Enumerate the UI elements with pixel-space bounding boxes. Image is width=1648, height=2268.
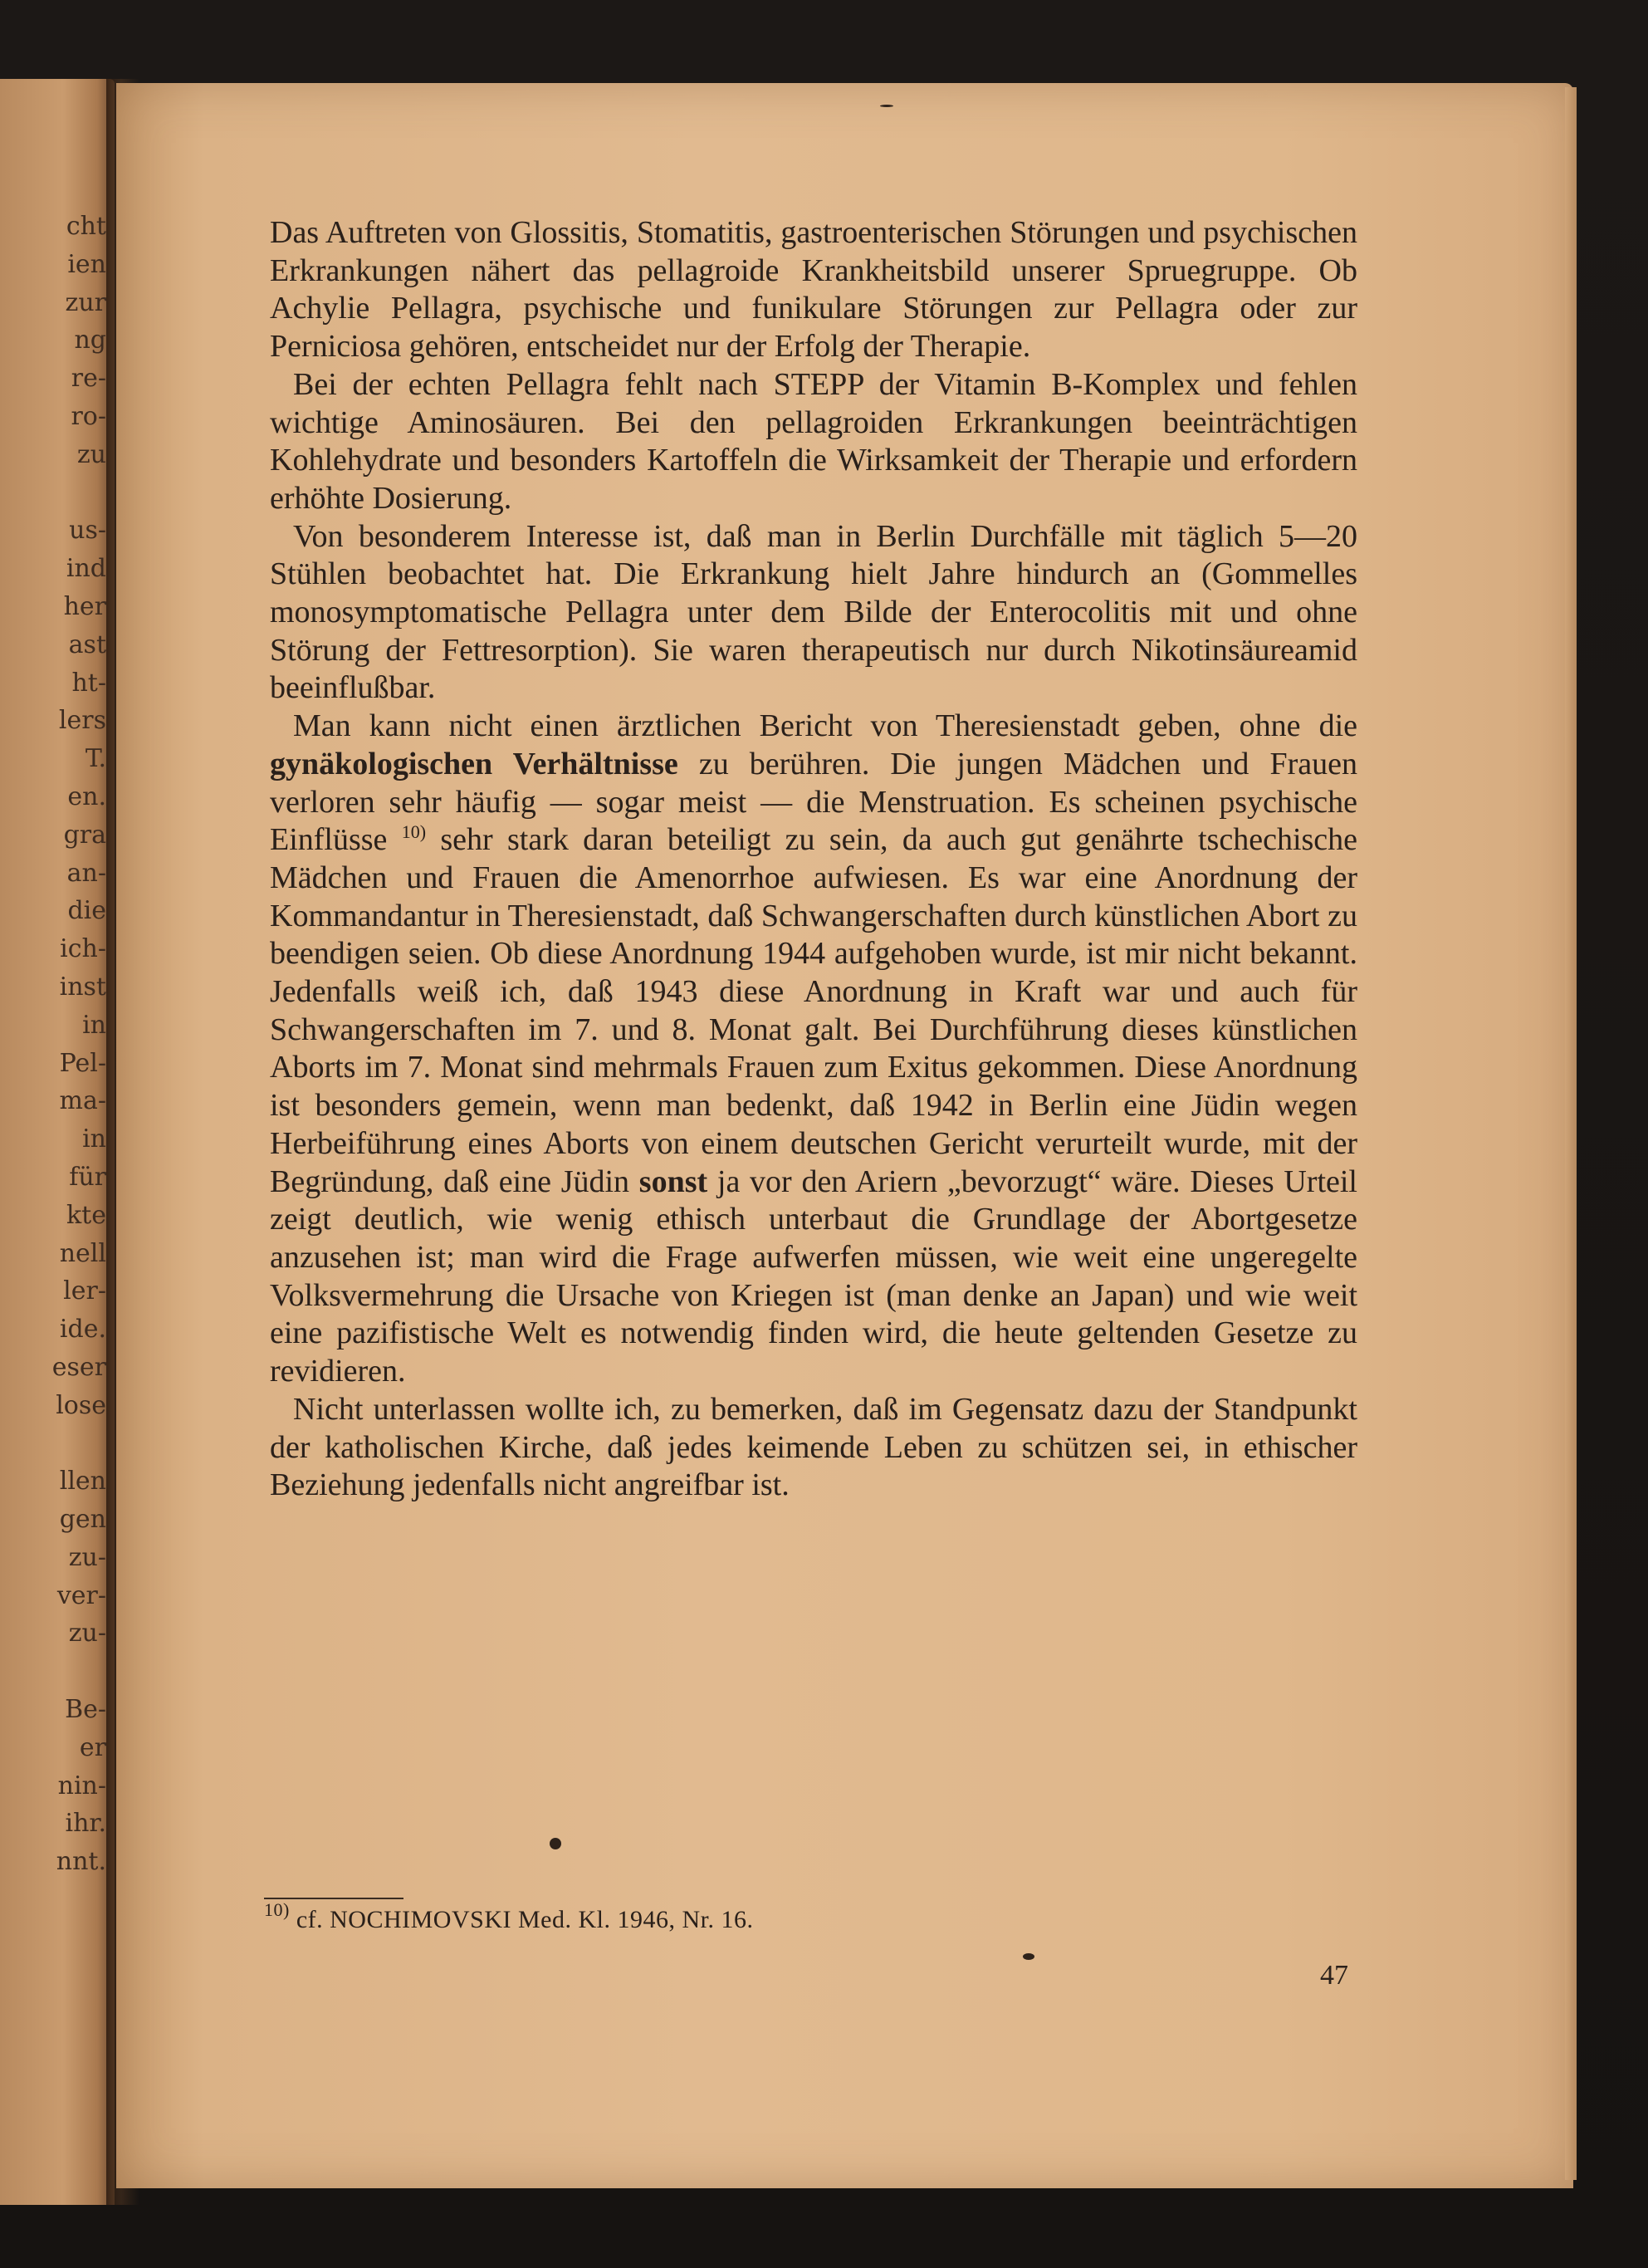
left-page-fragment: in xyxy=(82,1124,106,1154)
left-page-fragment: gen xyxy=(59,1505,106,1535)
left-page-fragment xyxy=(52,474,106,512)
paragraph-4-part-d: ja vor den Ariern „bevorzugt“ wäre. Dieses Urteil zeigt deutlich, wie wenig ethisch unterbaut die Grundlage der Abortgesetze anzusehen ist; man wird die Frage aufwerfen müssen, wie weit eine ungeregelte Volksvermehrung die Ursache von Kriegen ist (man denke an Japan) und wie weit eine pazifistische Welt es notwendig finden wird, die heute geltenden Gesetze zu revidieren. xyxy=(270,1163,1357,1389)
left-page-fragment: ver- xyxy=(56,1580,106,1610)
left-page-fragment: Pel- xyxy=(59,1048,106,1078)
paragraph-5: Nicht unterlassen wollte ich, zu bemerken, daß im Gegensatz dazu der Standpunkt der katholischen Kirche, daß jedes keimende Leben zu schützen sei, in ethischer Beziehung jedenfalls nicht angreifbar ist. xyxy=(270,1391,1357,1503)
emphasis-gynecological: gynäkologischen Verhältnisse xyxy=(270,746,678,781)
left-page-fragment: ide. xyxy=(59,1315,106,1345)
left-page-fragment: für xyxy=(69,1162,106,1192)
paragraph-4-part-c: sehr stark daran beteiligt zu sein, da auch gut genährte tschechische Mädchen und Frauen die Amenorrhoe aufwiesen. Es war eine Anordnung der Kommandantur in Theresienstadt, daß Schwangerschaften durch künstlichen Abort zu beendigen seien. Ob diese Anordnung 1944 aufgehoben wurde, ist mir nicht bekannt. Jedenfalls weiß ich, daß 1943 diese Anordnung in Kraft war und auch für Schwangerschaften im 7. und 8. Monat galt. Bei Durchführung dieses künstlichen Aborts im 7. Monat sind mehrmals Frauen zum Exitus gekommen. Diese Anordnung ist besonders gemein, wenn man bedenkt, daß 1942 in Berlin eine Jüdin wegen Herbeiführung eines Aborts von einem deutschen Gericht verurteilt wurde, mit der Begründung, daß eine Jüdin xyxy=(270,822,1358,1199)
left-page-fragment: en. xyxy=(67,781,106,811)
left-page-fragment: cht xyxy=(66,212,106,241)
left-page-fragment: lose xyxy=(56,1390,106,1420)
left-page-fragment: zu- xyxy=(68,1542,106,1572)
left-page-fragment: in xyxy=(82,1010,106,1040)
paragraph-1: Das Auftreten von Glossitis, Stomatitis, gastroenterischen Störungen und psychischen Erkrankungen nähert das pellagroide Krankheitsbild unserer Spruegruppe. Ob Achylie Pellagra, psychische und funikulare Störungen zur Pellagra oder zur Perniciosa gehören, entscheidet nur der Erfolg der Therapie. xyxy=(270,215,1357,365)
left-page-fragment: ind xyxy=(66,554,106,584)
ink-speck xyxy=(550,1838,561,1849)
left-page-fragment: zu xyxy=(76,439,106,469)
footnote-text: cf. NOCHIMOVSKI Med. Kl. 1946, Nr. 16. xyxy=(296,1906,754,1933)
left-page-fragment xyxy=(52,1653,106,1691)
left-page-fragment: nnt. xyxy=(56,1847,106,1877)
paragraph-2: Bei der echten Pellagra fehlt nach STEPP der Vitamin B-Komplex und fehlen wichtige Aminosäuren. Bei den pellagroiden Erkrankungen beeinträchtigen Kohlehydrate und besonders Kartoffeln die Wirksamkeit der Therapie und erfordern erhöhte Dosierung. xyxy=(270,366,1357,516)
left-page-line-fragments xyxy=(52,208,106,1881)
left-page-fragment: er xyxy=(79,1732,106,1762)
left-page-fragment xyxy=(52,1425,106,1463)
left-page-fragment: zur xyxy=(65,287,106,317)
left-page-fragment: T. xyxy=(85,744,106,774)
left-page-fragment: an- xyxy=(66,858,106,888)
left-page-fragment: ast xyxy=(68,629,106,659)
left-page-fragment: eser xyxy=(51,1352,106,1382)
left-page-fragment: ich- xyxy=(60,934,106,964)
left-page-fragment: us- xyxy=(69,516,106,546)
left-page-fragment: kte xyxy=(66,1200,106,1230)
left-page-fragment: her xyxy=(63,591,106,621)
paragraph-4-part-b: zu berühren. Die jungen Mädchen und Frauen verloren sehr häufig — sogar meist — die Menstruation. Es scheinen psychische Einflüsse xyxy=(270,746,1357,858)
left-page-fragment: die xyxy=(67,896,106,926)
left-facing-page xyxy=(0,79,115,2205)
paragraph-4-part-a: Man kann nicht einen ärztlichen Bericht von Theresienstadt geben, ohne die xyxy=(293,708,1357,744)
ink-speck xyxy=(1023,1953,1034,1960)
left-page-fragment: ro- xyxy=(71,401,106,431)
left-page-fragment: ihr. xyxy=(65,1809,106,1839)
left-page-fragment: llen xyxy=(59,1467,106,1496)
left-page-fragment: Be- xyxy=(65,1695,106,1725)
footnote-reference: 10) xyxy=(401,821,427,843)
left-page-fragment: zu- xyxy=(68,1619,106,1648)
left-page-fragment: inst xyxy=(59,972,106,1002)
left-page-fragment: ng xyxy=(74,326,106,355)
left-page-fragment: nin- xyxy=(57,1771,106,1800)
page-number: 47 xyxy=(1320,1960,1348,1991)
left-page-fragment: gra xyxy=(63,820,106,850)
page-body-text xyxy=(270,214,1357,1505)
paragraph-4 xyxy=(270,708,1357,1391)
ink-speck xyxy=(880,105,893,107)
left-page-fragment: lers xyxy=(58,706,106,736)
left-page-fragment: ien xyxy=(67,249,106,279)
left-page-fragment: ht- xyxy=(71,668,106,698)
footnote-marker: 10) xyxy=(264,1899,290,1920)
left-page-fragment: re- xyxy=(71,364,106,394)
paragraph-3: Von besonderem Interesse ist, daß man in Berlin Durchfälle mit täglich 5—20 Stühlen beobachtet hat. Die Erkrankung hielt Jahre hindurch an (Gommelles monosymptomatische Pellagra unter dem Bilde der Enterocolitis mit und ohne Störung der Fettresorption). Sie waren therapeutisch nur durch Nikotinsäureamid beeinflußbar. xyxy=(270,518,1357,706)
left-page-fragment: ler- xyxy=(63,1276,106,1306)
emphasis-sonst: sonst xyxy=(638,1163,708,1199)
left-page-fragment: nell xyxy=(59,1238,106,1268)
page-edge xyxy=(1565,87,1577,2180)
footnote xyxy=(264,1899,1343,1937)
left-page-fragment: ma- xyxy=(59,1086,106,1116)
